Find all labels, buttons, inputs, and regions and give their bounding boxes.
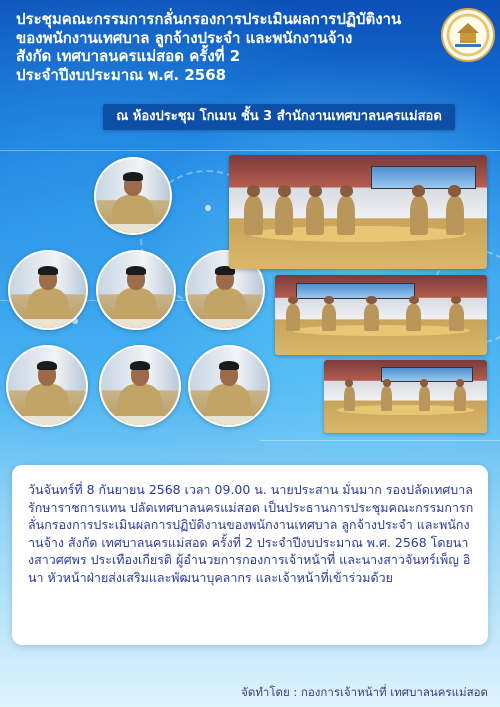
title-line-3: สังกัด เทศบาลนครแม่สอด ครั้งที่ 2 [16, 47, 241, 65]
portrait-photo [96, 250, 176, 330]
title-line-1: ประชุมคณะกรรมการกลั่นกรองการประเมินผลการปฏิบัติงาน [16, 10, 402, 28]
portrait-photo [188, 345, 270, 427]
portrait-photo [8, 250, 88, 330]
title-line-4: ประจำปีงบประมาณ พ.ศ. 2568 [16, 65, 227, 84]
municipality-logo [441, 8, 495, 62]
decor-line [0, 150, 500, 151]
title-line-2: ของพนักงานเทศบาล ลูกจ้างประจำ และพนักงานจ้าง [16, 28, 353, 47]
decor-line [260, 440, 500, 441]
meeting-photo [229, 155, 487, 269]
page-title [16, 10, 426, 84]
meeting-photo [324, 360, 487, 433]
portrait-photo [99, 345, 181, 427]
portrait-photo [6, 345, 88, 427]
location-banner: ณ ห้องประชุม โกเมน ชั้น 3 สำนักงานเทศบาลนครแม่สอด [103, 104, 455, 130]
portrait-photo [94, 157, 172, 235]
description-card [12, 465, 488, 645]
meeting-photo [275, 275, 487, 355]
decor-dot [205, 205, 211, 211]
credit-line: จัดทำโดย : กองการเจ้าหน้าที่ เทศบาลนครแม่สอด [241, 685, 488, 699]
description-text: วันจันทร์ที่ 8 กันยายน 2568 เวลา 09.00 น. นายประสาน มั่นมาก รองปลัดเทศบาล รักษาราชการแทน ปลัดเทศบาลนครแม่สอด เป็นประธานการประชุมคณะกรรมการกลั่นกรองการประเมินผลการปฏิบัติงานของพนักงานเทศบาล ลูกจ้างประจำ และพนักงานจ้าง สังกัด เทศบาลนครแม่สอด ครั้งที่ 2 ประจำปีงบประมาณ พ.ศ. 2568 โดยนางสาวศศพร ประเทืองเกียรติ ผู้อำนวยการกองการเจ้าหน้าที่ และนางสาวจันทร์เพ็ญ อินา หัวหน้าฝ่ายส่งเสริมและพัฒนาบุคลากร และเจ้าหน้าที่เข้าร่วมด้วย [28, 482, 474, 585]
